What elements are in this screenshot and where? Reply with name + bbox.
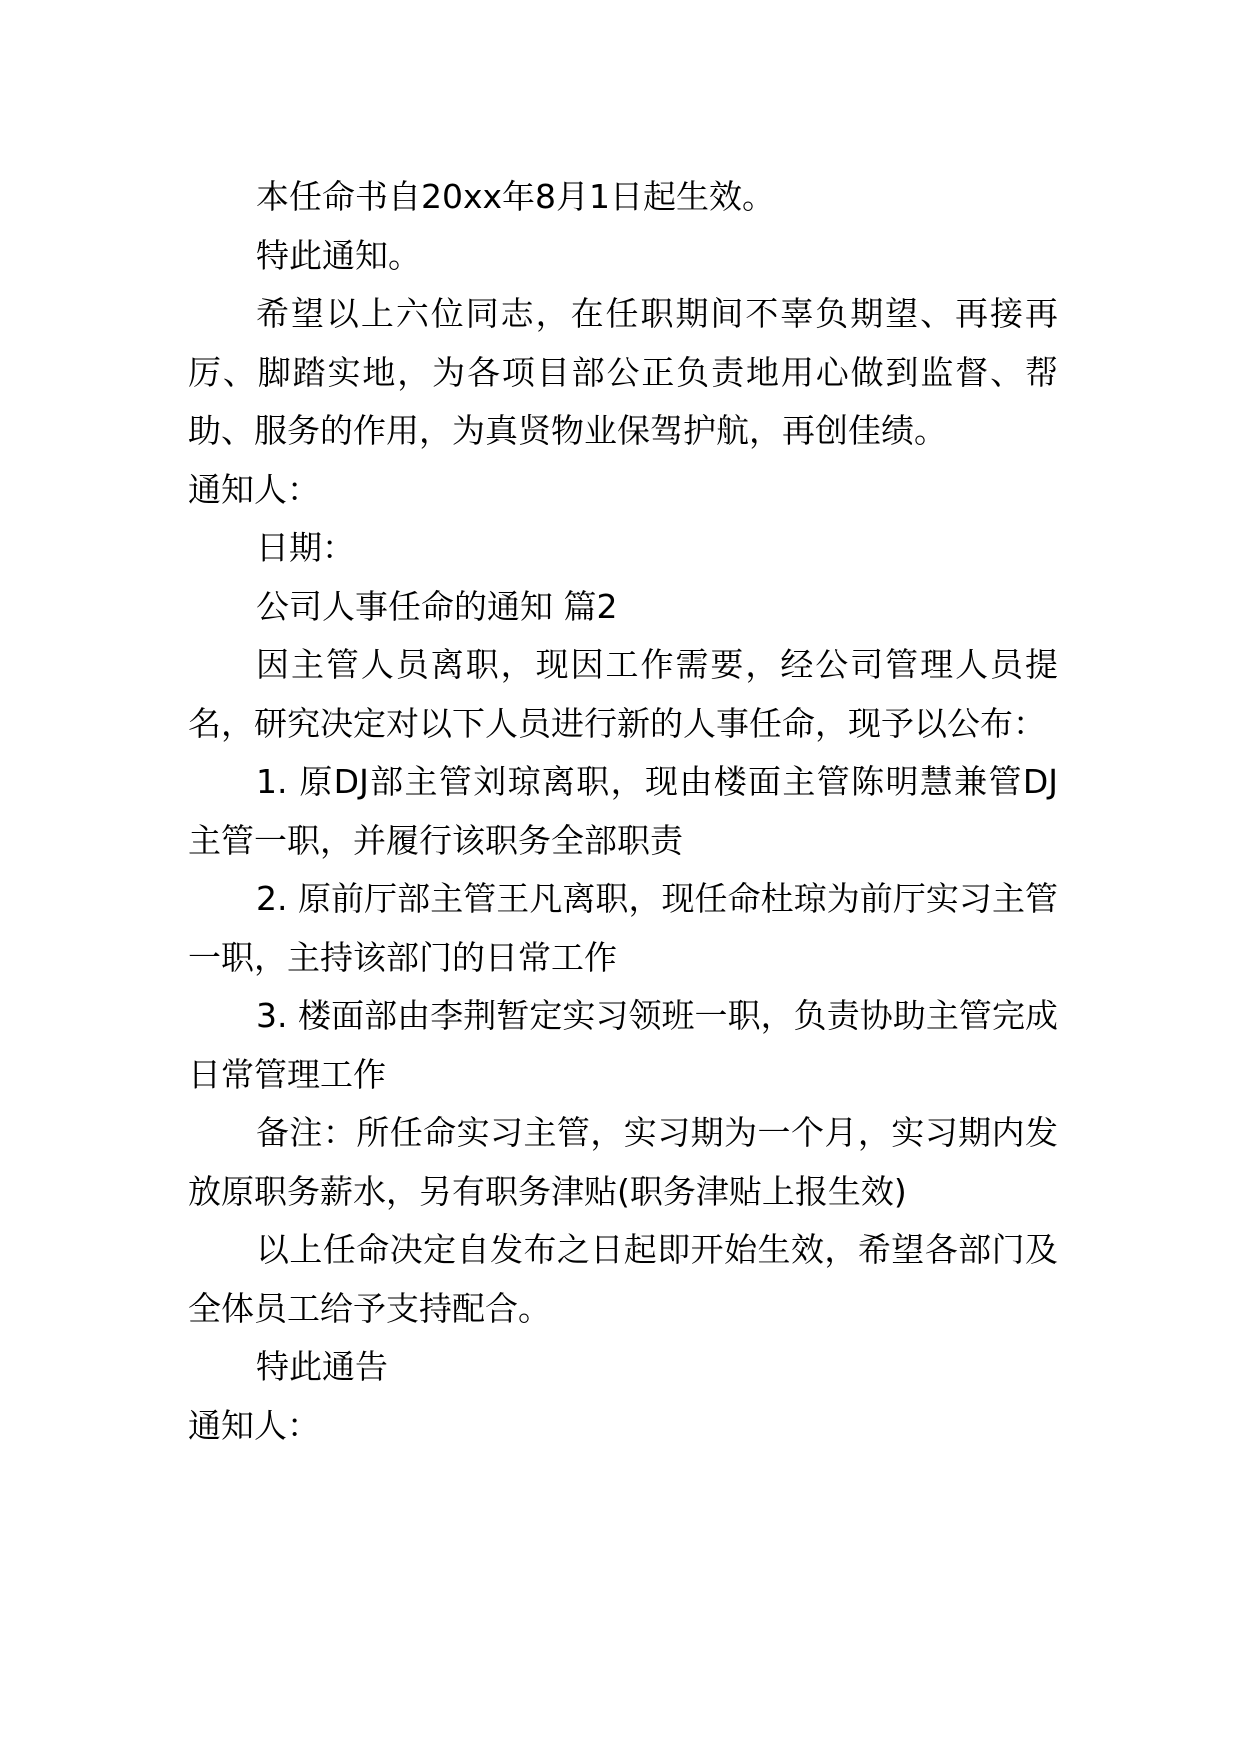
section-title: 公司人事任命的通知 篇2 — [256, 586, 618, 626]
remarks-paragraph: 备注：所任命实习主管，实习期为一个月，实习期内发放原职务薪水，另有职务津贴(职务津贴上报生效) — [188, 1113, 1058, 1211]
effective-date-paragraph: 本任命书自20xx年8月1日起生效。 — [256, 177, 776, 216]
notice-closing-paragraph: 特此通知。 — [256, 235, 421, 275]
appointment-item-2: 2. 原前厅部主管王凡离职，现任命杜琼为前厅实习主管一职，主持该部门的日常工作 — [188, 879, 1058, 977]
date-label: 日期： — [256, 528, 355, 567]
intro-paragraph: 因主管人员离职，现因工作需要，经公司管理人员提名，研究决定对以下人员进行新的人事任命，现予以公布： — [188, 645, 1058, 743]
expectation-paragraph: 希望以上六位同志，在任职期间不辜负期望、再接再厉、脚踏实地，为各项目部公正负责地用心做到监督、帮助、服务的作用，为真贤物业保驾护航，再创佳绩。 — [188, 294, 1058, 450]
effective-paragraph: 以上任命决定自发布之日起即开始生效，希望各部门及全体员工给予支持配合。 — [188, 1230, 1058, 1328]
notifier-label-2: 通知人： — [188, 1405, 320, 1445]
document-body — [188, 168, 1058, 1455]
appointment-item-1: 1. 原DJ部主管刘琼离职，现由楼面主管陈明慧兼管DJ主管一职，并履行该职务全部职责 — [188, 762, 1058, 860]
announcement-closing: 特此通告 — [256, 1347, 388, 1386]
appointment-item-3: 3. 楼面部由李荆暂定实习领班一职，负责协助主管完成日常管理工作 — [188, 996, 1058, 1094]
notifier-label: 通知人： — [188, 469, 320, 509]
